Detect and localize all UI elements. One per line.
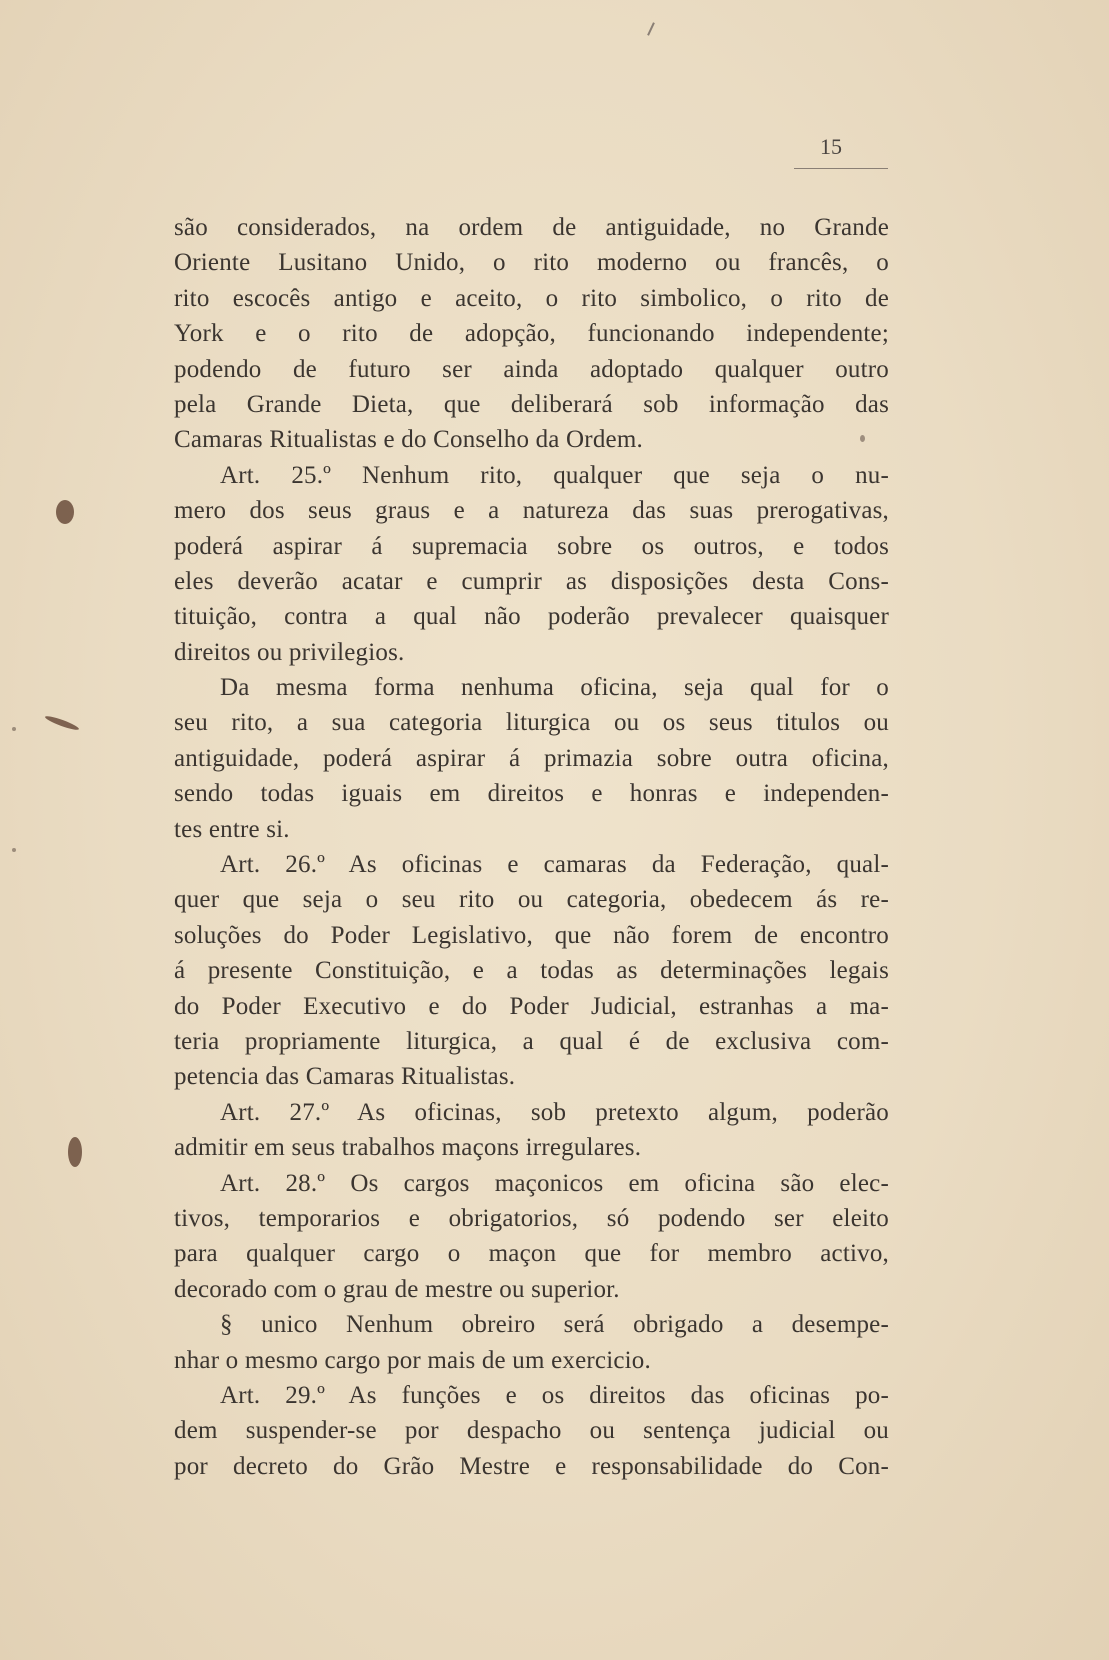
- text-line: petencia das Camaras Ritualistas.: [174, 1063, 516, 1091]
- text-line: Art. 27.º As oficinas, sob pretexto algum, poderão: [220, 1098, 889, 1126]
- text-line: decorado com o grau de mestre ou superior.: [174, 1275, 620, 1303]
- text-line: § unico Nenhum obreiro será obrigado a desempe-: [220, 1311, 889, 1339]
- text-line: sendo todas iguais em direitos e honras e independen-: [174, 780, 889, 808]
- text-line: rito escocês antigo e aceito, o rito simbolico, o rito de: [174, 284, 889, 312]
- text-line: direitos ou privilegios.: [174, 638, 405, 666]
- page-number: 15: [820, 134, 842, 159]
- text-line: tivos, temporarios e obrigatorios, só podendo ser eleito: [174, 1204, 889, 1232]
- text-line: quer que seja o seu rito ou categoria, obedecem ás re-: [174, 886, 889, 914]
- paper-speck: [12, 727, 16, 731]
- text-line: seu rito, a sua categoria liturgica ou os seus titulos ou: [174, 709, 889, 737]
- ink-stain: [56, 500, 74, 524]
- text-line: mero dos seus graus e a natureza das suas prerogativas,: [174, 497, 889, 525]
- text-line: poderá aspirar á supremacia sobre os outros, e todos: [174, 532, 889, 560]
- page-number-rule: [794, 168, 888, 169]
- text-line: Oriente Lusitano Unido, o rito moderno ou francês, o: [174, 249, 889, 277]
- ink-stain: [68, 1137, 82, 1167]
- ink-stain: [44, 714, 80, 732]
- text-line: Camaras Ritualistas e do Conselho da Ordem.: [174, 426, 643, 454]
- text-line: Da mesma forma nenhuma oficina, seja qual for o: [220, 674, 889, 702]
- text-line: tituição, contra a qual não poderão prevalecer quaisquer: [174, 603, 889, 631]
- text-line: podendo de futuro ser ainda adoptado qualquer outro: [174, 355, 889, 383]
- text-line: Art. 26.º As oficinas e camaras da Federação, qual-: [220, 851, 889, 879]
- text-line: admitir em seus trabalhos maçons irregulares.: [174, 1134, 642, 1162]
- text-line: para qualquer cargo o maçon que for membro activo,: [174, 1240, 889, 1268]
- text-line: dem suspender-se por despacho ou sentença judicial ou: [174, 1417, 889, 1445]
- text-line: teria propriamente liturgica, a qual é de exclusiva com-: [174, 1027, 889, 1055]
- text-line: Art. 28.º Os cargos maçonicos em oficina são elec-: [220, 1169, 889, 1197]
- text-line: á presente Constituição, e a todas as determinações legais: [174, 957, 889, 985]
- text-line: Art. 29.º As funções e os direitos das oficinas po-: [220, 1381, 889, 1409]
- text-line: Art. 25.º Nenhum rito, qualquer que seja o nu-: [220, 461, 889, 489]
- text-line: por decreto do Grão Mestre e responsabilidade do Con-: [174, 1452, 889, 1480]
- text-line: pela Grande Dieta, que deliberará sob informação das: [174, 390, 889, 418]
- text-line: tes entre si.: [174, 815, 290, 843]
- text-line: soluções do Poder Legislativo, que não forem de encontro: [174, 921, 889, 949]
- text-line: são considerados, na ordem de antiguidade, no Grande: [174, 214, 889, 241]
- body-text: [174, 210, 889, 1484]
- text-line: York e o rito de adopção, funcionando independente;: [174, 320, 889, 348]
- pencil-mark: [647, 22, 655, 36]
- paper-speck: [12, 848, 16, 852]
- text-line: do Poder Executivo e do Poder Judicial, estranhas a ma-: [174, 992, 889, 1020]
- text-line: eles deverão acatar e cumprir as disposições desta Cons-: [174, 567, 889, 595]
- text-line: antiguidade, poderá aspirar á primazia sobre outra oficina,: [174, 744, 889, 772]
- text-line: nhar o mesmo cargo por mais de um exercicio.: [174, 1346, 651, 1374]
